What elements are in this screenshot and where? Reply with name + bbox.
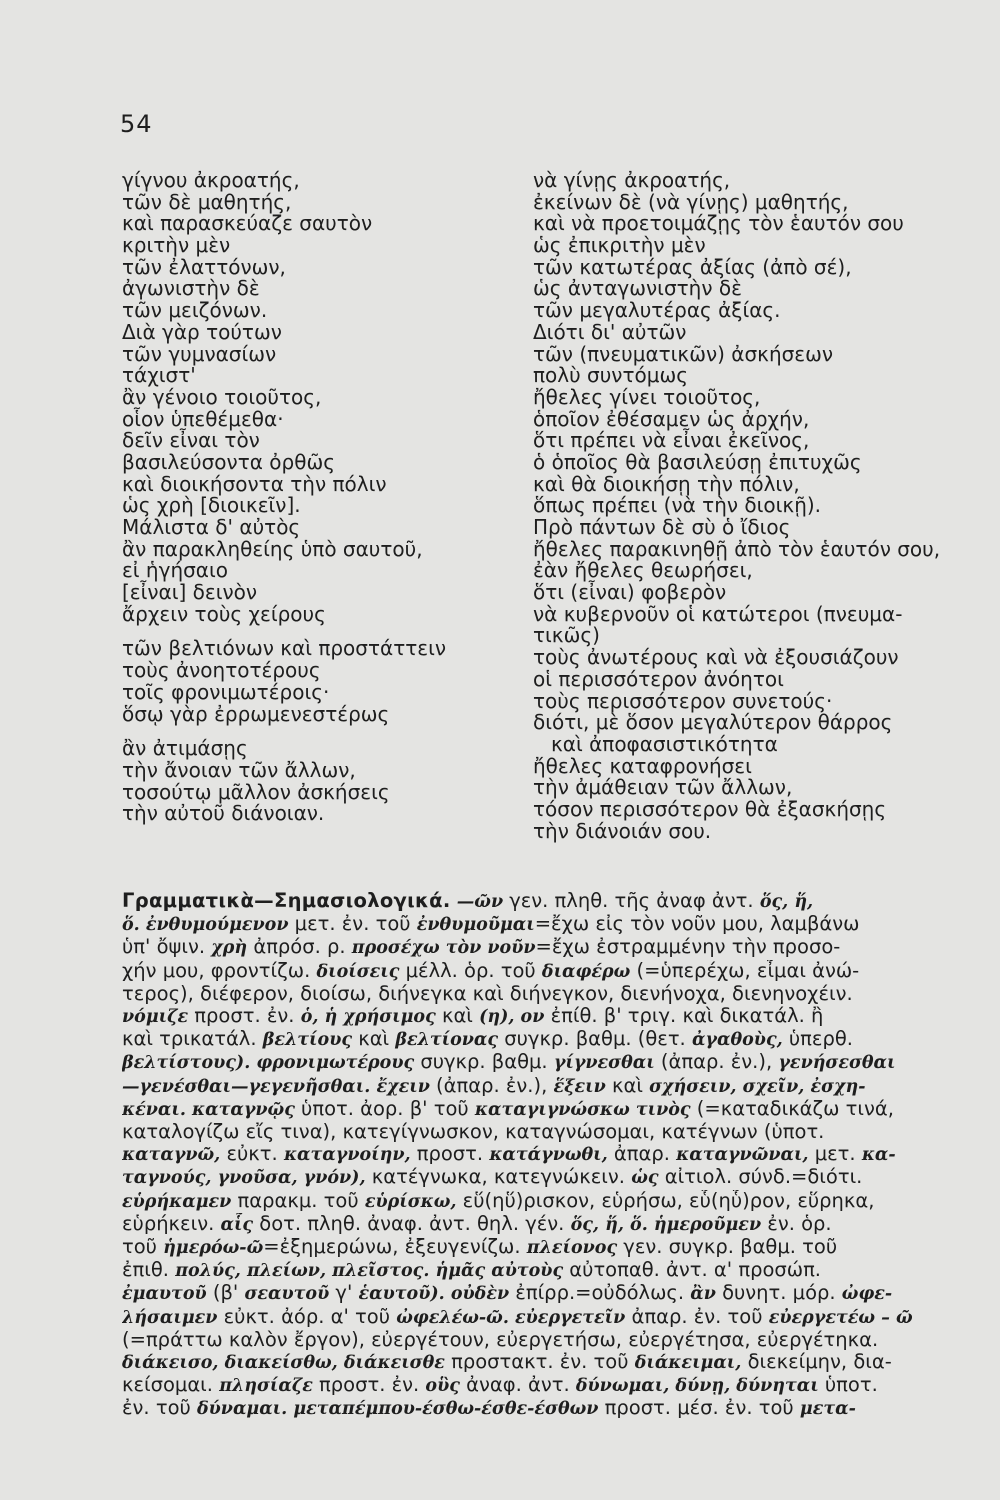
notes-segment: ἀπαρ. xyxy=(607,1143,677,1166)
ancient-line: γίγνου ἀκροατής, xyxy=(122,168,300,192)
notes-segment: καὶ τρικατάλ. xyxy=(122,1028,263,1051)
notes-segment: ἕξειν xyxy=(553,1076,606,1097)
notes-line xyxy=(122,1143,950,1166)
notes-segment: =ἐξημερώνω, ἐξευγενίζω. xyxy=(263,1236,527,1259)
translation-line: ἐκείνων δὲ (νὰ γίνῃς) μαθητής, xyxy=(533,189,849,214)
notes-segment: ὅς, ἥ, ὅ. ἡμεροῦμεν xyxy=(570,1214,762,1235)
notes-segment: προστ. ἐν. xyxy=(312,1374,426,1397)
ancient-line: ἂν παρακληθείης ὑπὸ σαυτοῦ, xyxy=(122,536,423,561)
notes-segment: μετ. xyxy=(808,1143,862,1166)
notes-segment: (=καταδικάζω τινά, xyxy=(690,1097,894,1120)
notes-segment: πλησίαζε xyxy=(219,1376,313,1397)
notes-segment: ὅς, ἥ, xyxy=(759,892,814,912)
ancient-line: τὴν αὐτοῦ διάνοιαν. xyxy=(122,801,325,826)
notes-line xyxy=(122,1213,950,1236)
ancient-line: τοῖς φρονιμωτέροις· xyxy=(122,679,330,704)
translation-line: ὅτι πρέπει νὰ εἶναι ἐκεῖνος, xyxy=(533,428,810,453)
ancient-line: ὡς χρὴ [διοικεῖν]. xyxy=(122,493,301,518)
notes-line xyxy=(122,1282,950,1305)
ancient-line: τῶν ἐλαττόνων, xyxy=(122,254,286,279)
notes-segment: γενήσεσθαι xyxy=(778,1053,896,1074)
notes-segment: παρακμ. τοῦ xyxy=(231,1189,365,1212)
ancient-line: τῶν βελτιόνων καὶ προστάττειν xyxy=(122,636,447,661)
notes-segment: =ἔχω ἐστραμμένην τὴν προσο- xyxy=(535,936,841,959)
notes-segment: καὶ xyxy=(605,1074,650,1097)
notes-segment: σχήσειν, σχεῖν, ἐσχη- xyxy=(649,1076,866,1097)
translation-line: καὶ νὰ προετοιμάζῃς τὸν ἑαυτόν σου xyxy=(533,211,904,236)
notes-segment: γ' xyxy=(329,1282,359,1305)
notes-line xyxy=(122,1051,950,1074)
notes-segment: ἔχειν xyxy=(376,1076,430,1097)
translation-line: τόσον περισσότερον θὰ ἐξασκήσῃς xyxy=(533,796,887,821)
translation-line: ἤθελες γίνει τοιοῦτος, xyxy=(533,384,761,409)
notes-line xyxy=(122,1028,950,1051)
notes-segment: καταλογίζω εἴς τινα), κατεγίγνωσκον, καταγνώσομαι, κατέγνων (ὑποτ. xyxy=(122,1121,825,1144)
notes-segment: διαφέρω xyxy=(541,961,631,982)
translation-line: οἱ περισσότερον ἀνόητοι xyxy=(533,666,784,691)
notes-segment: ἀπαρ. ἐν. τοῦ xyxy=(625,1305,769,1328)
ancient-line: τοὺς ἀνοητοτέρους xyxy=(122,658,321,683)
ancient-line: τάχιστ' xyxy=(122,363,196,388)
ancient-line: Διὰ γὰρ τούτων xyxy=(122,319,282,344)
notes-segment: εὐκτ. xyxy=(220,1143,284,1166)
notes-segment: —γενέσθαι—γεγενῆσθαι. xyxy=(122,1076,377,1097)
translation-line: ἐὰν ἤθελες θεωρήσει, xyxy=(533,558,753,583)
notes-line xyxy=(122,1121,950,1143)
notes-line xyxy=(122,936,950,959)
translation-line: τῶν μεγαλυτέρας ἀξίας. xyxy=(533,298,781,323)
notes-segment: δυνητ. μόρ. xyxy=(715,1282,842,1305)
translation-line: πολὺ συντόμως xyxy=(533,363,688,388)
notes-segment: (β' xyxy=(206,1282,245,1305)
notes-segment: καὶ xyxy=(352,1028,396,1051)
notes-segment: ἀπρόσ. ρ. xyxy=(247,936,352,959)
notes-segment: (ἀπαρ. ἐν.), xyxy=(654,1051,779,1074)
notes-segment: εὑρίσκω, xyxy=(364,1191,457,1212)
notes-segment: νόμιζε xyxy=(122,1007,189,1028)
notes-segment: ὅ. xyxy=(122,915,146,936)
ancient-line: ἂν γένοιο τοιοῦτος, xyxy=(122,384,322,409)
notes-segment: ἀγαθοὺς, xyxy=(691,1030,783,1051)
translation-line: διότι, μὲ ὅσον μεγαλύτερον θάρρος xyxy=(533,710,893,735)
translation-line: ἤθελες καταφρονήσει xyxy=(533,753,752,778)
ancient-line: Μάλιστα δ' αὐτὸς xyxy=(122,515,301,539)
notes-line xyxy=(122,1098,950,1121)
translation-line: ἤθελες παρακινηθῇ ἀπὸ τὸν ἑαυτόν σου, xyxy=(533,536,941,561)
translation-line: τικῶς) xyxy=(533,623,600,648)
notes-segment: σεαυτοῦ xyxy=(244,1284,330,1305)
notes-line xyxy=(122,960,950,983)
translation-line: νὰ κυβερνοῦν οἱ κατώτεροι (πνευμα- xyxy=(533,601,903,626)
notes-segment: αἰτιολ. σύνδ.=διότι. xyxy=(658,1166,863,1189)
ancient-line: ἂν ἀτιμάσῃς xyxy=(122,736,248,761)
translation-line: Πρὸ πάντων δὲ σὺ ὁ ἴδιος xyxy=(533,515,791,539)
notes-segment: καταγιγνώσκω τινὸς xyxy=(474,1099,691,1120)
ancient-line: ἄρχειν τοὺς χείρους xyxy=(122,601,326,626)
notes-line xyxy=(122,1005,950,1028)
notes-segment: εὐεργετέω – ῶ xyxy=(768,1307,913,1328)
translation-line: καὶ ἀποφασιστικότητα xyxy=(551,731,778,756)
notes-segment: δοτ. πληθ. ἀναφ. ἀντ. θηλ. γέν. xyxy=(253,1212,571,1235)
notes-line xyxy=(122,1075,950,1098)
grammar-notes xyxy=(122,890,950,1421)
notes-segment: προστ. ἐν. xyxy=(188,1005,301,1028)
notes-segment: ἐν. ὁρ. xyxy=(761,1212,832,1235)
notes-segment: ὑποτ. ἀορ. β' τοῦ xyxy=(294,1097,475,1120)
notes-segment: κα- xyxy=(861,1145,896,1166)
notes-segment: βελτίστους). xyxy=(122,1053,257,1074)
notes-heading: Γραμματικὰ—Σημασιολογικά. xyxy=(122,889,451,912)
ancient-line: τῶν γυμνασίων xyxy=(122,341,277,366)
translation-line: ὁποῖον ἐθέσαμεν ὡς ἀρχήν, xyxy=(533,406,810,431)
ancient-line: βασιλεύσοντα ὀρθῶς xyxy=(122,449,335,474)
notes-segment: ὑποτ. xyxy=(818,1374,878,1397)
translation-line: τὴν διάνοιάν σου. xyxy=(533,818,712,843)
notes-line xyxy=(122,1236,950,1259)
notes-line xyxy=(122,983,950,1005)
ancient-line: τὴν ἄνοιαν τῶν ἄλλων, xyxy=(122,757,356,782)
notes-segment: τοῦ xyxy=(122,1236,164,1259)
notes-segment: προστ. xyxy=(410,1143,490,1166)
notes-line xyxy=(122,1166,950,1189)
translation-line: νὰ γίνῃς ἀκροατής, xyxy=(533,168,731,192)
ancient-line: καὶ παρασκεύαζε σαυτὸν xyxy=(122,211,373,236)
notes-segment: ὡς xyxy=(631,1168,659,1189)
notes-segment: διάκειμαι, xyxy=(634,1353,742,1374)
ancient-line: τοσούτῳ μᾶλλον ἀσκήσεις xyxy=(122,779,390,804)
ancient-line: οἷον ὑπεθέμεθα· xyxy=(122,406,284,431)
translation-column xyxy=(533,170,940,842)
notes-segment: διοίσεις xyxy=(316,961,400,982)
notes-segment: χήν μου, φροντίζω. xyxy=(122,959,317,982)
ancient-line: τῶν δὲ μαθητής, xyxy=(122,189,292,214)
notes-segment: (η), ον xyxy=(479,1007,545,1028)
notes-segment: καταγνῶ, xyxy=(122,1145,221,1166)
notes-segment: μετ. ἐν. τοῦ xyxy=(288,913,417,936)
notes-segment: =ἔχω εἰς τὸν νοῦν μου, λαμβάνω xyxy=(534,913,860,936)
notes-segment: ἐμαυτοῦ xyxy=(122,1284,207,1305)
notes-line xyxy=(122,1259,950,1282)
notes-line xyxy=(122,1351,950,1374)
notes-segment: ἐνθυμούμενον xyxy=(145,915,289,936)
ancient-line: εἰ ἡγήσαιο xyxy=(122,558,228,583)
notes-segment: γεν. συγκρ. βαθμ. τοῦ xyxy=(617,1236,838,1259)
notes-segment: βελτίους xyxy=(262,1030,352,1051)
notes-segment: καταγνῶναι, xyxy=(676,1145,809,1166)
notes-segment: λήσαιμεν xyxy=(122,1307,218,1328)
ancient-text-column xyxy=(122,170,446,825)
notes-segment: ἐπίθ. β' τριγ. καὶ δικατάλ. ἢ xyxy=(544,1005,824,1028)
notes-segment: ὠφε- xyxy=(841,1284,893,1305)
ancient-line: ὅσῳ γὰρ ἐρρωμενεστέρως xyxy=(122,701,390,726)
notes-segment: αὐτοπαθ. ἀντ. α' προσώπ. xyxy=(563,1259,822,1282)
notes-segment: προστ. μέσ. ἐν. τοῦ xyxy=(598,1397,800,1420)
notes-segment: καταγνοίην, xyxy=(283,1145,411,1166)
notes-segment: μέλλ. ὁρ. τοῦ xyxy=(399,959,542,982)
notes-segment: κατέγνωκα, κατεγνώκειν. xyxy=(365,1166,632,1189)
translation-line: τὴν ἀμάθειαν τῶν ἄλλων, xyxy=(533,775,793,800)
notes-segment: ἐπιθ. xyxy=(122,1259,176,1282)
notes-segment: γίγνεσθαι xyxy=(553,1053,655,1074)
ancient-line: ἀγωνιστὴν δὲ xyxy=(122,276,260,301)
notes-segment: φρονιμωτέρους xyxy=(256,1053,415,1074)
notes-line xyxy=(122,1190,950,1213)
notes-segment: ἐπίρρ.=οὐδόλως. xyxy=(509,1282,691,1305)
translation-line: ὁ ὁποῖος θὰ βασιλεύσῃ ἐπιτυχῶς xyxy=(533,449,862,474)
notes-segment: ἐνθυμοῦμαι xyxy=(416,915,535,936)
notes-line xyxy=(122,1329,950,1351)
notes-segment: διάκεισο, διακείσθω, διάκεισθε xyxy=(122,1353,445,1374)
translation-line: τῶν (πνευματικῶν) ἀσκήσεων xyxy=(533,341,834,366)
translation-line: καὶ θὰ διοικήσῃ τὴν πόλιν, xyxy=(533,471,800,496)
notes-segment: ἐν. τοῦ xyxy=(122,1397,197,1420)
notes-segment: —ῶν xyxy=(456,892,510,912)
translation-line: ὡς ἐπικριτὴν μὲν xyxy=(533,233,706,258)
translation-line: ὡς ἀνταγωνιστὴν δὲ xyxy=(533,276,742,301)
notes-segment: κατάγνωθι, xyxy=(489,1145,608,1166)
notes-segment: κέναι. καταγνῷς xyxy=(122,1099,295,1120)
notes-segment: ἂν xyxy=(690,1284,716,1305)
notes-segment: πολύς, πλείων, πλεῖστος. ἡμᾶς αὐτοὺς xyxy=(175,1261,564,1282)
notes-segment: μετα- xyxy=(799,1399,856,1420)
translation-line: ὅτι (εἶναι) φοβερὸν xyxy=(533,580,727,605)
notes-segment: εὑρήκειν. xyxy=(122,1212,221,1235)
page-number: 54 xyxy=(120,110,153,138)
notes-segment: οὓς xyxy=(425,1376,460,1397)
notes-segment: αἷς xyxy=(220,1214,254,1235)
translation-line: Διότι δι' αὐτῶν xyxy=(533,319,687,344)
notes-segment: προστακτ. ἐν. τοῦ xyxy=(444,1351,635,1374)
notes-segment: ἑαυτοῦ). οὐδὲν xyxy=(358,1284,510,1305)
translation-line: τοὺς περισσότερον συνετούς· xyxy=(533,688,833,713)
translation-line: ὅπως πρέπει (νὰ τὴν διοικῇ). xyxy=(533,493,822,518)
notes-line xyxy=(122,913,950,936)
notes-segment: βελτίονας xyxy=(395,1030,499,1051)
ancient-line: κριτὴν μὲν xyxy=(122,233,231,258)
notes-segment: εὑρήκαμεν xyxy=(122,1191,232,1212)
notes-segment: τερος), διέφερον, διοίσω, διήνεγκα καὶ διήνεγκον, διενήνοχα, διενηνοχέιν. xyxy=(122,982,853,1005)
notes-segment: (=ὑπερέχω, εἶμαι ἀνώ- xyxy=(630,959,860,982)
notes-segment: κείσομαι. xyxy=(122,1374,220,1397)
ancient-line: καὶ διοικήσοντα τὴν πόλιν xyxy=(122,471,387,496)
notes-segment: ὠφελέω-ῶ. εὐεργετεῖν xyxy=(396,1307,626,1328)
notes-segment: δύνωμαι, δύνῃ, δύνηται xyxy=(575,1376,819,1397)
notes-segment: συγκρ. βαθμ. (θετ. xyxy=(498,1028,692,1051)
notes-segment: ὑπ' ὄψιν. xyxy=(122,936,212,959)
notes-line xyxy=(122,1306,950,1329)
notes-segment: χρὴ xyxy=(211,938,248,959)
notes-segment: ὁ, ἡ χρήσιμος xyxy=(300,1007,436,1028)
notes-line xyxy=(122,1397,950,1420)
notes-segment: συγκρ. βαθμ. xyxy=(414,1051,554,1074)
notes-segment: δύναμαι. μεταπέμπου-έσθω-έσθε-έσθων xyxy=(196,1399,599,1420)
notes-segment: διεκείμην, δια- xyxy=(741,1351,892,1374)
notes-segment: προσέχω τὸν νοῦν xyxy=(351,938,536,959)
notes-segment: (ἀπαρ. ἐν.), xyxy=(429,1074,554,1097)
notes-segment: γεν. πληθ. τῆς ἀναφ ἀντ. xyxy=(509,889,760,912)
notes-segment: εὕ(ηὕ)ρισκον, εὑρήσω, εὗ(ηὗ)ρον, εὕρηκα, xyxy=(456,1189,875,1212)
ancient-line: δεῖν εἶναι τὸν xyxy=(122,428,260,453)
notes-segment: εὐκτ. ἀόρ. α' τοῦ xyxy=(217,1305,397,1328)
ancient-line: τῶν μειζόνων. xyxy=(122,298,268,323)
translation-line: τοὺς ἀνωτέρους καὶ νὰ ἐξουσιάζουν xyxy=(533,645,899,670)
translation-line: τῶν κατωτέρας ἀξίας (ἀπὸ σέ), xyxy=(533,254,852,279)
notes-segment: καὶ xyxy=(435,1005,480,1028)
ancient-line: [εἶναι] δεινὸν xyxy=(122,580,258,605)
notes-segment: ἡμερόω-ῶ xyxy=(163,1238,264,1259)
notes-line xyxy=(122,1374,950,1397)
notes-segment: (=πράττω καλὸν ἔργον), εὐεργέτουν, εὐεργετήσω, εὐεργέτησα, εὐεργέτηκα. xyxy=(122,1328,879,1351)
notes-segment: ὑπερθ. xyxy=(782,1028,853,1051)
notes-segment: ταγνούς, γνοῦσα, γνόν), xyxy=(122,1168,366,1189)
notes-segment: πλείονος xyxy=(526,1238,618,1259)
notes-segment: ἀναφ. ἀντ. xyxy=(459,1374,576,1397)
